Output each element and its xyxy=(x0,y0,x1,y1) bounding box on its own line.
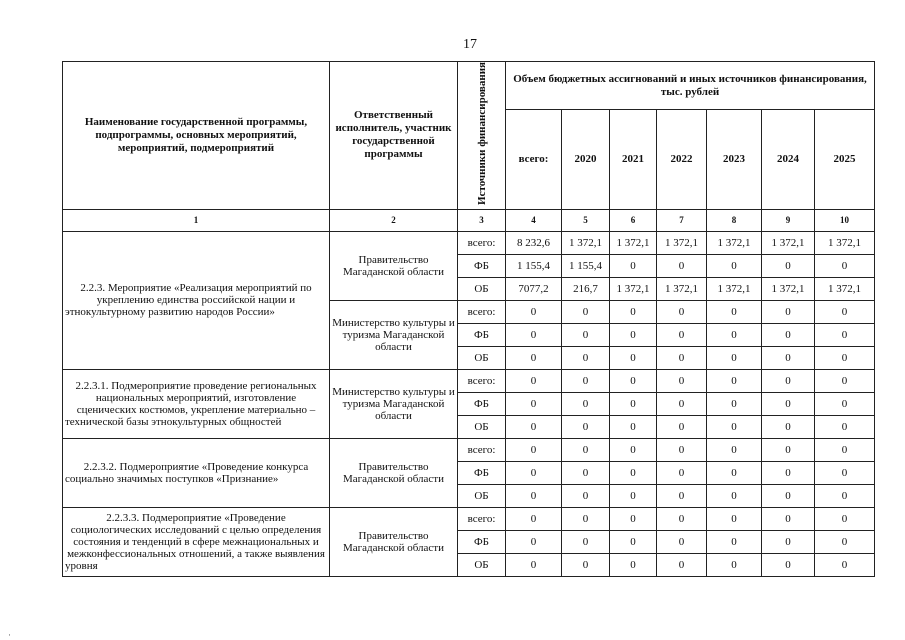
source-cell: всего: xyxy=(458,231,506,254)
header-total: всего: xyxy=(506,110,562,210)
table-row xyxy=(63,507,875,530)
amount-cell: 0 xyxy=(762,553,815,576)
amount-cell: 7077,2 xyxy=(506,277,562,300)
source-cell: ОБ xyxy=(458,346,506,369)
amount-cell: 0 xyxy=(610,346,657,369)
amount-cell: 0 xyxy=(610,461,657,484)
amount-cell: 0 xyxy=(707,415,762,438)
amount-cell: 0 xyxy=(562,392,610,415)
amount-cell: 0 xyxy=(562,323,610,346)
source-cell: всего: xyxy=(458,438,506,461)
amount-cell: 1 372,1 xyxy=(562,231,610,254)
amount-cell: 0 xyxy=(707,438,762,461)
header-name: Наименование государственной программы, подпрограммы, основных мероприятий, мероприятий, подмероприятий xyxy=(63,62,330,210)
column-number: 1 xyxy=(63,209,330,231)
source-cell: ОБ xyxy=(458,415,506,438)
amount-cell: 0 xyxy=(657,553,707,576)
scan-edge-mark: · xyxy=(8,630,11,640)
amount-cell: 0 xyxy=(657,484,707,507)
amount-cell: 0 xyxy=(610,553,657,576)
amount-cell: 0 xyxy=(762,323,815,346)
column-number-row xyxy=(63,209,875,231)
column-number: 4 xyxy=(506,209,562,231)
amount-cell: 0 xyxy=(657,323,707,346)
page-number: 17 xyxy=(463,37,477,52)
amount-cell: 0 xyxy=(762,415,815,438)
amount-cell: 0 xyxy=(610,484,657,507)
source-cell: ОБ xyxy=(458,484,506,507)
amount-cell: 0 xyxy=(815,323,875,346)
amount-cell: 0 xyxy=(815,369,875,392)
amount-cell: 0 xyxy=(707,392,762,415)
source-cell: ФБ xyxy=(458,323,506,346)
activity-name-cell: 2.2.3.1. Подмероприятие проведение региональных национальных мероприятий, изготовление сценических костюмов, укрепление материально – технической базы этнокультурных общностей xyxy=(63,369,330,438)
amount-cell: 0 xyxy=(815,484,875,507)
amount-cell: 0 xyxy=(506,415,562,438)
amount-cell: 0 xyxy=(707,254,762,277)
amount-cell: 0 xyxy=(506,484,562,507)
amount-cell: 0 xyxy=(506,323,562,346)
amount-cell: 0 xyxy=(610,254,657,277)
amount-cell: 0 xyxy=(657,438,707,461)
amount-cell: 0 xyxy=(815,530,875,553)
amount-cell: 0 xyxy=(707,553,762,576)
source-cell: ФБ xyxy=(458,461,506,484)
executor-cell: Правительство Магаданской области xyxy=(330,438,458,507)
amount-cell: 1 155,4 xyxy=(562,254,610,277)
executor-cell: Министерство культуры и туризма Магаданской области xyxy=(330,369,458,438)
column-number: 5 xyxy=(562,209,610,231)
amount-cell: 1 372,1 xyxy=(762,231,815,254)
amount-cell: 0 xyxy=(506,346,562,369)
amount-cell: 0 xyxy=(562,346,610,369)
amount-cell: 0 xyxy=(610,530,657,553)
amount-cell: 1 372,1 xyxy=(762,277,815,300)
amount-cell: 0 xyxy=(610,415,657,438)
amount-cell: 0 xyxy=(657,300,707,323)
amount-cell: 1 372,1 xyxy=(657,277,707,300)
amount-cell: 0 xyxy=(815,461,875,484)
header-year: 2023 xyxy=(707,110,762,210)
amount-cell: 0 xyxy=(562,484,610,507)
amount-cell: 0 xyxy=(610,300,657,323)
table-row xyxy=(63,438,875,461)
amount-cell: 0 xyxy=(506,553,562,576)
amount-cell: 0 xyxy=(562,530,610,553)
amount-cell: 0 xyxy=(762,300,815,323)
amount-cell: 0 xyxy=(506,507,562,530)
amount-cell: 0 xyxy=(506,392,562,415)
amount-cell: 0 xyxy=(657,461,707,484)
amount-cell: 0 xyxy=(610,369,657,392)
amount-cell: 1 372,1 xyxy=(657,231,707,254)
amount-cell: 0 xyxy=(707,346,762,369)
amount-cell: 0 xyxy=(610,392,657,415)
source-cell: ОБ xyxy=(458,277,506,300)
amount-cell: 0 xyxy=(762,461,815,484)
amount-cell: 1 155,4 xyxy=(506,254,562,277)
amount-cell: 0 xyxy=(762,254,815,277)
activity-name-cell: 2.2.3.3. Подмероприятие «Проведение социологических исследований с целью определения состояния и тенденций в сфере межнациональных и межконфессиональных отношений, а также выявления уровня xyxy=(63,507,330,576)
amount-cell: 1 372,1 xyxy=(610,231,657,254)
amount-cell: 0 xyxy=(762,392,815,415)
table-body xyxy=(63,231,875,576)
amount-cell: 0 xyxy=(562,553,610,576)
amount-cell: 0 xyxy=(657,530,707,553)
column-number: 7 xyxy=(657,209,707,231)
column-number: 6 xyxy=(610,209,657,231)
column-number: 9 xyxy=(762,209,815,231)
amount-cell: 0 xyxy=(762,438,815,461)
header-executor: Ответственный исполнитель, участник государственной программы xyxy=(330,62,458,210)
amount-cell: 1 372,1 xyxy=(815,277,875,300)
amount-cell: 216,7 xyxy=(562,277,610,300)
source-cell: ФБ xyxy=(458,254,506,277)
amount-cell: 0 xyxy=(707,323,762,346)
amount-cell: 0 xyxy=(506,438,562,461)
column-number: 3 xyxy=(458,209,506,231)
amount-cell: 0 xyxy=(562,438,610,461)
amount-cell: 0 xyxy=(657,392,707,415)
amount-cell: 0 xyxy=(657,415,707,438)
amount-cell: 0 xyxy=(762,346,815,369)
executor-cell: Правительство Магаданской области xyxy=(330,507,458,576)
amount-cell: 0 xyxy=(562,507,610,530)
amount-cell: 0 xyxy=(657,507,707,530)
source-cell: всего: xyxy=(458,300,506,323)
amount-cell: 0 xyxy=(707,461,762,484)
amount-cell: 0 xyxy=(815,507,875,530)
column-number: 10 xyxy=(815,209,875,231)
column-number: 2 xyxy=(330,209,458,231)
amount-cell: 0 xyxy=(815,553,875,576)
amount-cell: 0 xyxy=(815,392,875,415)
header-source xyxy=(458,62,506,210)
amount-cell: 0 xyxy=(707,300,762,323)
amount-cell: 1 372,1 xyxy=(707,277,762,300)
amount-cell: 0 xyxy=(762,484,815,507)
amount-cell: 0 xyxy=(815,254,875,277)
amount-cell: 0 xyxy=(762,507,815,530)
amount-cell: 0 xyxy=(815,415,875,438)
amount-cell: 0 xyxy=(506,461,562,484)
header-year: 2021 xyxy=(610,110,657,210)
source-cell: ФБ xyxy=(458,392,506,415)
amount-cell: 0 xyxy=(815,438,875,461)
executor-cell: Правительство Магаданской области xyxy=(330,231,458,300)
amount-cell: 0 xyxy=(815,300,875,323)
amount-cell: 1 372,1 xyxy=(815,231,875,254)
amount-cell: 0 xyxy=(506,369,562,392)
table-row xyxy=(63,231,875,254)
activity-name-cell: 2.2.3. Мероприятие «Реализация мероприятий по укреплению единства российской нации и этнокультурному развитию народов России» xyxy=(63,231,330,369)
amount-cell: 0 xyxy=(657,254,707,277)
source-cell: ОБ xyxy=(458,553,506,576)
header-year: 2022 xyxy=(657,110,707,210)
amount-cell: 1 372,1 xyxy=(610,277,657,300)
amount-cell: 0 xyxy=(707,507,762,530)
table-row xyxy=(63,369,875,392)
header-budget: Объем бюджетных ассигнований и иных источников финансирования, тыс. рублей xyxy=(506,62,875,110)
amount-cell: 0 xyxy=(815,346,875,369)
budget-table xyxy=(62,61,875,577)
amount-cell: 0 xyxy=(762,369,815,392)
source-cell: всего: xyxy=(458,507,506,530)
amount-cell: 0 xyxy=(707,484,762,507)
amount-cell: 0 xyxy=(762,530,815,553)
executor-cell: Министерство культуры и туризма Магаданской области xyxy=(330,300,458,369)
amount-cell: 1 372,1 xyxy=(707,231,762,254)
amount-cell: 0 xyxy=(610,507,657,530)
amount-cell: 0 xyxy=(562,300,610,323)
amount-cell: 0 xyxy=(610,323,657,346)
amount-cell: 0 xyxy=(562,369,610,392)
header-year: 2020 xyxy=(562,110,610,210)
amount-cell: 0 xyxy=(707,369,762,392)
column-number: 8 xyxy=(707,209,762,231)
header-source-text: Источники финансирования xyxy=(475,62,488,205)
amount-cell: 0 xyxy=(562,461,610,484)
header-year: 2025 xyxy=(815,110,875,210)
source-cell: всего: xyxy=(458,369,506,392)
amount-cell: 0 xyxy=(562,415,610,438)
activity-name-cell: 2.2.3.2. Подмероприятие «Проведение конкурса социально значимых поступков «Признание» xyxy=(63,438,330,507)
amount-cell: 0 xyxy=(707,530,762,553)
source-cell: ФБ xyxy=(458,530,506,553)
header-year: 2024 xyxy=(762,110,815,210)
amount-cell: 0 xyxy=(610,438,657,461)
amount-cell: 0 xyxy=(657,369,707,392)
amount-cell: 8 232,6 xyxy=(506,231,562,254)
amount-cell: 0 xyxy=(657,346,707,369)
amount-cell: 0 xyxy=(506,300,562,323)
amount-cell: 0 xyxy=(506,530,562,553)
